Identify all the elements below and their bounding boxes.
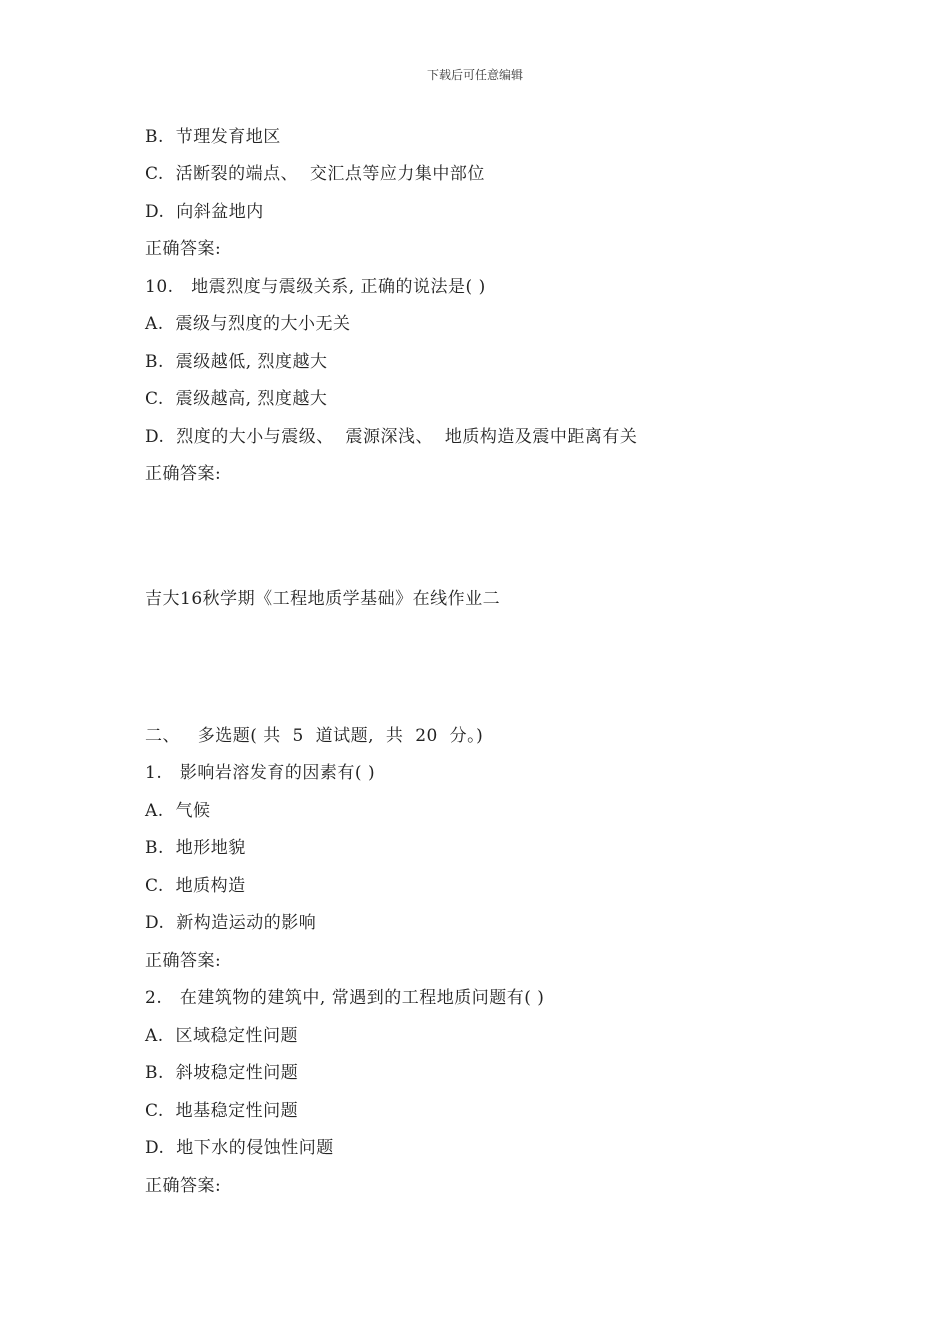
q1-option-c: C. 地质构造: [145, 876, 246, 896]
question-1: 1. 影响岩溶发育的因素有( ): [145, 763, 376, 783]
q1-answer-label: 正确答案:: [145, 951, 222, 971]
question-2: 2. 在建筑物的建筑中, 常遇到的工程地质问题有( ): [145, 988, 545, 1008]
assignment-title: 吉大16秋学期《工程地质学基础》在线作业二: [145, 589, 501, 609]
option-c: C. 活断裂的端点、 交汇点等应力集中部位: [145, 164, 485, 184]
question-10: 10. 地震烈度与震级关系, 正确的说法是( ): [145, 277, 486, 297]
option-b: B. 节理发育地区: [145, 127, 281, 147]
answer-label: 正确答案:: [145, 239, 222, 259]
q10-option-a: A. 震级与烈度的大小无关: [145, 314, 351, 334]
q10-option-b: B. 震级越低, 烈度越大: [145, 352, 328, 372]
q2-option-d: D. 地下水的侵蚀性问题: [145, 1138, 334, 1158]
q1-option-a: A. 气候: [145, 801, 211, 821]
q1-option-b: B. 地形地貌: [145, 838, 246, 858]
q10-option-c: C. 震级越高, 烈度越大: [145, 389, 328, 409]
q10-option-d: D. 烈度的大小与震级、 震源深浅、 地质构造及震中距离有关: [145, 427, 638, 447]
q1-option-d: D. 新构造运动的影响: [145, 913, 317, 933]
q2-option-a: A. 区域稳定性问题: [145, 1026, 298, 1046]
page-header: 下载后可任意编辑: [426, 68, 523, 82]
section-heading: 二、 多选题( 共 5 道试题, 共 20 分。): [145, 726, 484, 746]
q10-answer-label: 正确答案:: [145, 464, 222, 484]
q2-option-b: B. 斜坡稳定性问题: [145, 1063, 299, 1083]
option-d: D. 向斜盆地内: [145, 202, 264, 222]
q2-option-c: C. 地基稳定性问题: [145, 1101, 299, 1121]
q2-answer-label: 正确答案:: [145, 1176, 222, 1196]
